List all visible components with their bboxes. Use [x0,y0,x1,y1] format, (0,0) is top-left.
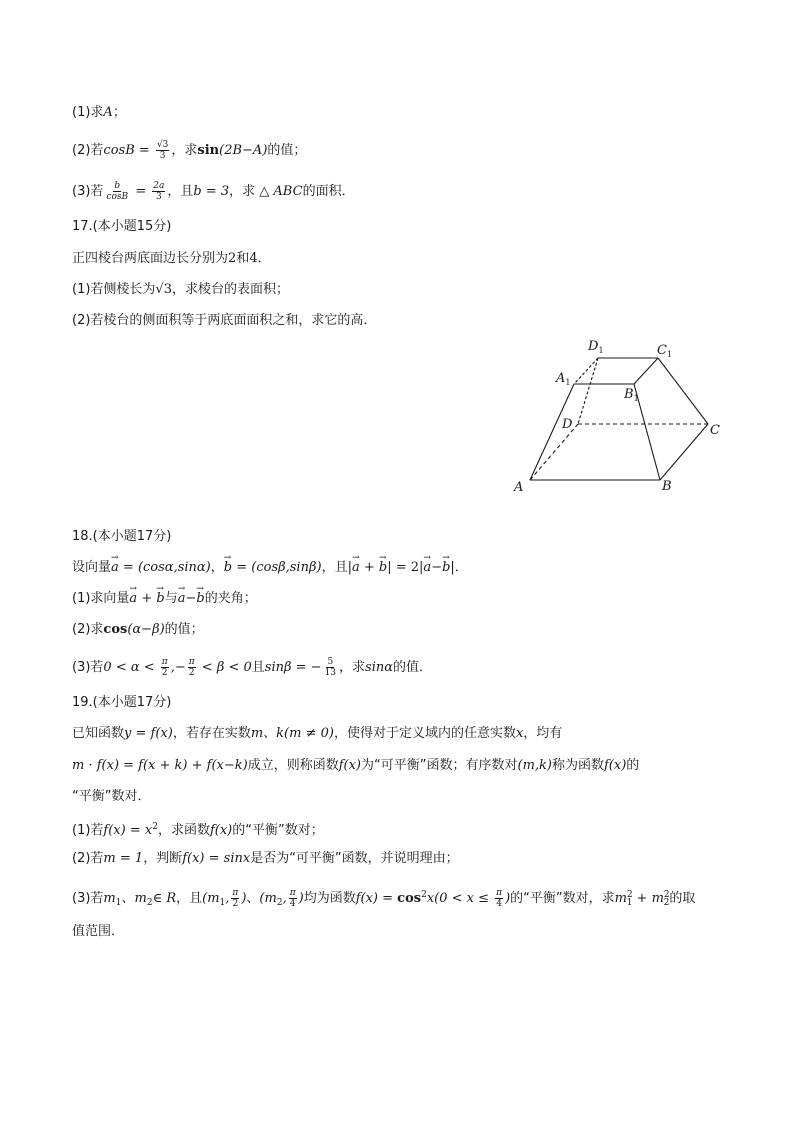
math-exponent: 2 [626,890,633,900]
q19-part3-cont: 值范围． [72,924,125,939]
text: (2)求 [72,622,104,637]
math-subscript: 1 [219,898,226,908]
q19-part3 [72,886,695,912]
text: 均为函数 [303,891,356,906]
fraction-denominator: cosB [106,192,129,202]
math-expr: m · f(x) = f(x + k) + f(x−k) [72,758,248,773]
q19-line3: “平衡”数对． [72,789,151,804]
math-expr: √3 [155,282,172,297]
math-expr: (2B−A) [219,143,268,158]
vector-b: → b [224,559,232,577]
fraction [105,181,129,202]
math-expr: f(x) [604,758,627,773]
label-d1: $D_1$ [588,339,604,355]
label-b: B [662,479,672,494]
text: ． [257,251,271,266]
text: ，且| [321,560,352,575]
math-expr: ABC [273,184,303,199]
math-expr: (m [202,891,220,906]
text: (3)若 [72,184,104,199]
vector-a: → a [423,559,431,577]
vector-b: → b [196,590,204,608]
vector-b: → b [156,590,164,608]
text: 的值； [164,622,204,637]
math-expr: ) [241,891,247,906]
fraction-numerator: 5 [327,657,334,667]
fraction [188,657,196,678]
fraction-numerator: π [289,888,296,898]
text: ，求 [339,660,366,675]
fraction [156,140,169,161]
math-eq: = [131,184,151,199]
fraction-denominator: 4 [289,899,296,909]
edge-c1b1 [634,358,658,384]
q17-intro [72,250,271,268]
text: (1)求 [72,105,104,120]
math-expr: b = 3 [193,184,230,199]
text: 的值． [393,660,433,675]
text: ，求 [171,143,198,158]
math-expr: cosB [103,143,135,158]
label-c1: $C_1$ [657,343,673,359]
edge-a1a [530,384,574,480]
fraction-numerator: π [496,888,503,898]
text: 的面积． [302,184,355,199]
text: ，判断 [143,851,183,866]
math-expr: m、k(m ≠ 0) [250,726,334,741]
math-num: 4 [249,251,258,266]
text: 与 [164,591,178,606]
math-expr: f(x) [209,823,233,838]
q19-part1 [72,818,324,840]
text: 、 [246,891,260,906]
fraction-denominator: 13 [324,668,337,678]
fraction [152,181,165,202]
vector-a: → a [129,590,137,608]
text: (2)若 [72,851,104,866]
math-var: A [103,105,113,120]
math-expr: < β < 0 [197,660,252,675]
q17-part1 [72,281,289,299]
math-fn: cos [103,622,128,637]
math-subscript: 1 [626,898,633,908]
fraction-numerator: √3 [156,140,169,150]
text: 的“平衡”数对，求 [510,891,615,906]
text: 正四棱台两底面边长分别为 [72,251,229,266]
text: 已知函数 [72,726,125,741]
text: ，若存在实数 [172,726,251,741]
q19-line2 [72,757,639,775]
text: ； [112,105,126,120]
text: 设向量 [72,560,112,575]
fraction-denominator: 3 [159,151,166,161]
q16-part3 [72,181,355,202]
math-expr: ) [298,891,304,906]
text: 和 [236,251,250,266]
text: ， [210,560,224,575]
math-var: m [103,891,116,906]
math-fn: cos [397,891,422,906]
label-a1: $A_1$ [556,371,571,387]
math-subscript: 2 [146,898,153,908]
text: ，且 [167,184,194,199]
math-expr: = (cosβ,sinβ) [232,560,322,575]
text: 称为函数 [551,758,604,773]
fraction-denominator: 4 [496,899,502,909]
text: ，且 [176,891,203,906]
vector-a: → a [178,590,186,608]
vector-a: → a [352,559,360,577]
math-expr: f(x) = sinx [182,851,251,866]
q18-part1: (1)求向量→ a + → b与→ a−→ b的夹角； [72,590,257,608]
q18-header: 18.(本小题17分) [72,529,172,544]
math-expr: sinβ [264,660,292,675]
q16-part2 [72,140,306,161]
fraction-numerator: π [161,657,168,667]
edge-d1a1 [574,358,598,384]
text: (1)求向量 [72,591,130,606]
math-var: m [651,891,664,906]
fraction-numerator: 2a [153,181,165,191]
math-expr: y = f(x) [124,726,173,741]
edge-d1d [578,358,598,424]
text: 、 [121,891,135,906]
math-var: m [134,891,147,906]
q17-part2: (2)若棱台的侧面积等于两底面面积之和，求它的高． [72,313,377,328]
math-op: + [632,891,652,906]
text: ，求棱台的表面积； [171,282,289,297]
math-eq: = − [291,660,322,675]
fraction-denominator: 3 [155,192,162,202]
fraction-denominator: 2 [161,668,168,678]
math-expr: f(x) = x [103,823,153,838]
math-expr: ∈ R [152,891,177,906]
math-expr: (m [259,891,277,906]
text: 的值； [267,143,307,158]
fraction [495,888,503,909]
fraction-denominator: 2 [188,668,195,678]
edge-bc [660,424,708,480]
math-expr: , [225,891,230,906]
text: ，使得对于定义域内的任意实数 [333,726,516,741]
math-var: m [614,891,627,906]
edge-c1c [658,358,708,424]
text: 成立，则称函数 [247,758,339,773]
math-expr: f(x) [338,758,362,773]
vector-b: → b [379,559,387,577]
q18-part3 [72,657,432,678]
fraction [231,888,239,909]
text: 为“可平衡”函数；有序数对 [361,758,518,773]
math-exponent: 2 [663,890,670,900]
vector-a: → a [111,559,119,577]
math-var: x [515,726,524,741]
text: 的取 [669,891,696,906]
q17-header: 17.(本小题15分) [72,219,172,234]
fraction [161,657,169,678]
q19-part2 [72,850,459,868]
label-b1: $B_1$ [624,387,639,403]
fraction [324,657,337,678]
vector-b: → b [442,559,450,577]
text: (3)若 [72,660,104,675]
label-d: D [562,417,573,432]
text: 且 [251,660,265,675]
text: (3)若 [72,891,104,906]
fraction-numerator: π [188,657,195,667]
math-exponent: 2 [152,822,158,832]
math-fn: sin [197,143,220,158]
frustum-figure [500,335,730,500]
math-expr: sinα [365,660,394,675]
text: ，求函数 [157,823,210,838]
fraction-numerator: π [232,888,239,898]
text: 的夹角； [204,591,257,606]
text: 的“平衡”数对； [232,823,324,838]
math-expr: m = 1 [103,851,144,866]
text: ，均有 [523,726,563,741]
math-expr: = (cosα,sinα) [118,560,211,575]
fraction-numerator: b [114,181,121,191]
fraction [289,888,297,909]
math-expr: ) [505,891,511,906]
math-expr: , [282,891,287,906]
text: |． [450,560,468,575]
math-eq: = [134,143,154,158]
math-expr: f(x) = [355,891,398,906]
text: (2)若 [72,143,104,158]
math-expr: (m,k) [517,758,552,773]
q16-part1 [72,104,126,122]
math-expr: ,− [170,660,186,675]
text: (1)若侧棱长为 [72,282,156,297]
q19-line1 [72,725,562,743]
edge-ad [530,424,578,480]
label-c: C [710,423,720,438]
text: (1)若 [72,823,104,838]
math-subscript: 2 [276,898,283,908]
math-subscript: 1 [115,898,122,908]
label-a: A [514,480,524,495]
q18-part2 [72,621,204,639]
math-expr: 0 < α < [103,660,159,675]
math-expr: (α−β) [127,622,165,637]
math-subscript: 2 [663,898,670,908]
q18-intro: 设向量→ a = (cosα,sinα)，→ b = (cosβ,sinβ)，且|→ a + → b| = 2|→ a−→ b|． [72,559,468,577]
q19-header: 19.(本小题17分) [72,695,172,710]
math-exponent: 2 [421,890,427,900]
fraction-denominator: 2 [232,899,239,909]
math-num: 2 [228,251,237,266]
math-expr: x(0 < x ≤ [426,891,494,906]
text: 的 [626,758,640,773]
text: ，求 △ [229,184,274,199]
text: 是否为“可平衡”函数，并说明理由； [250,851,459,866]
